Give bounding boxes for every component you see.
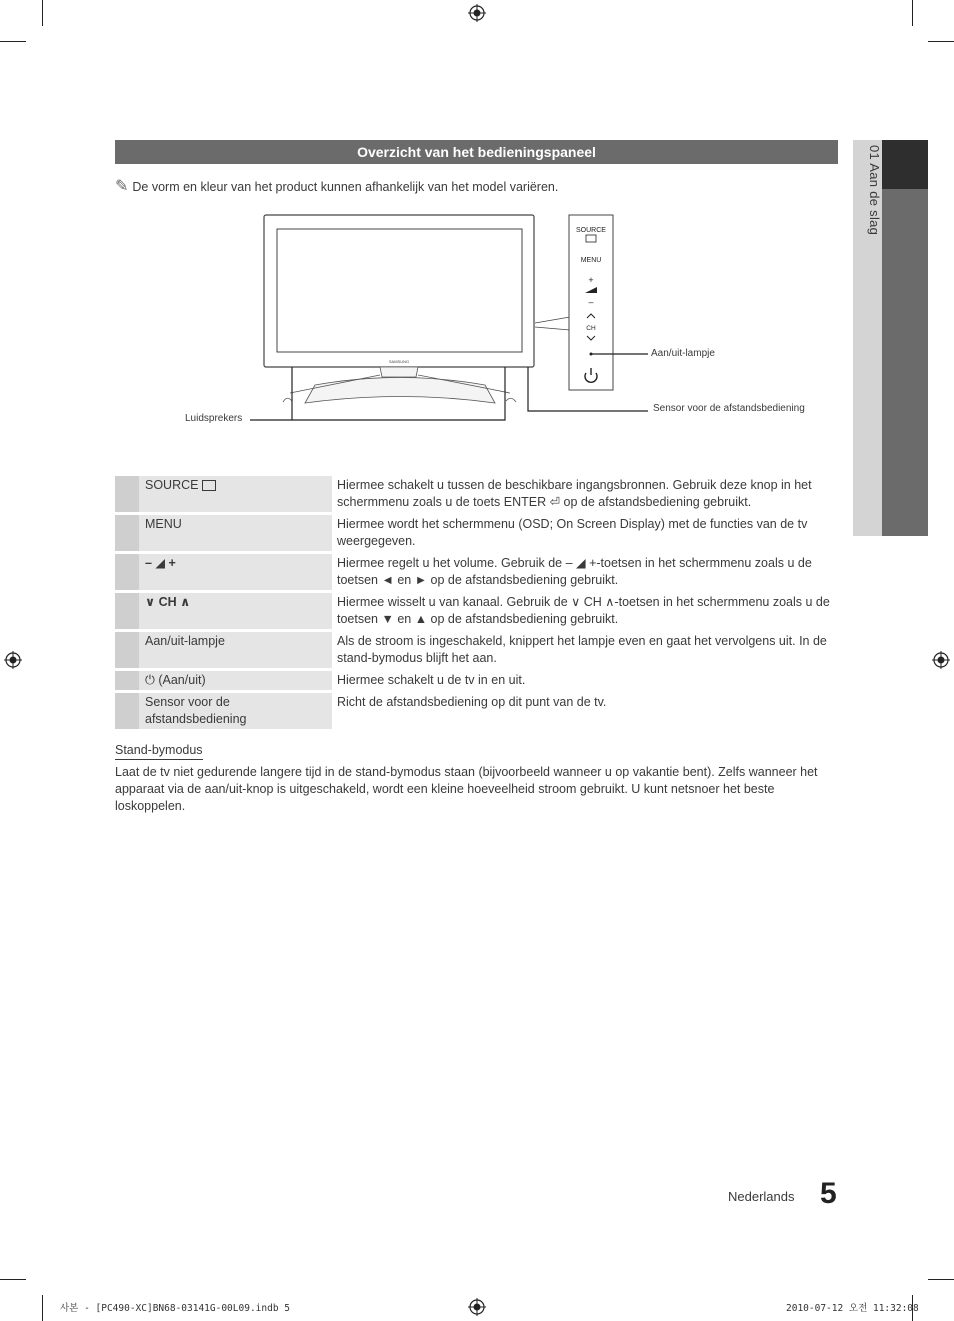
note-text: De vorm en kleur van het product kunnen afhankelijk van het model variëren. xyxy=(132,180,559,194)
table-row xyxy=(115,671,838,690)
row-desc: Richt de afstandsbediening op dit punt van de tv. xyxy=(337,695,607,709)
registration-mark-icon xyxy=(468,4,486,22)
standby-title: Stand-bymodus xyxy=(115,743,203,760)
row-label: – ◢ + xyxy=(139,554,332,590)
file-info: 사본 - [PC490-XC]BN68-03141G-00L09.indb 5 xyxy=(60,1303,290,1314)
tv-diagram xyxy=(180,205,830,430)
crop-mark xyxy=(42,1295,43,1321)
panel-source-text: SOURCE xyxy=(576,227,606,234)
row-label: SOURCE xyxy=(145,478,199,492)
tv-screen xyxy=(277,229,522,352)
panel-menu-text: MENU xyxy=(580,257,602,264)
crop-mark xyxy=(928,1279,954,1280)
note xyxy=(115,176,558,196)
timestamp: 2010-07-12 오전 11:32:08 xyxy=(786,1303,919,1314)
row-desc: Hiermee schakelt u tussen de beschikbare ingangsbronnen. Gebruik deze knop in het schermmenu zoals u de toets ENTER ⏎ op de afstandsbediening gebruikt. xyxy=(337,478,812,509)
row-label: ⏻ (Aan/uit) xyxy=(139,671,332,690)
source-icon xyxy=(202,480,216,491)
table-row xyxy=(115,515,838,551)
side-tab-marker xyxy=(882,140,928,189)
svg-text:+: + xyxy=(588,275,594,285)
crop-mark xyxy=(0,41,26,42)
tv-brand-text: SAMSUNG xyxy=(388,359,410,364)
table-row xyxy=(115,476,838,512)
pencil-note-icon: ✎ xyxy=(115,178,129,195)
registration-mark-icon xyxy=(932,651,950,669)
registration-mark-icon xyxy=(4,651,22,669)
row-desc: Hiermee wordt het schermmenu (OSD; On Screen Display) met de functies van de tv weergegeven. xyxy=(337,517,808,548)
callout-sensor: Sensor voor de afstandsbediening xyxy=(653,403,805,414)
crop-mark xyxy=(42,0,43,26)
standby-text: Laat de tv niet gedurende langere tijd in de stand-bymodus staan (bijvoorbeeld wanneer u op vakantie bent). Zelfs wanneer het apparaat via de aan/uit-knop is uitgeschakeld, wordt een kleine hoeveelheid stroom gebruikt. U kunt netsnoer het beste loskoppelen. xyxy=(115,765,818,813)
function-table xyxy=(115,476,838,732)
chapter-label: 01 Aan de slag xyxy=(867,145,882,236)
row-desc: Hiermee schakelt u de tv in en uit. xyxy=(337,673,526,687)
row-desc: Als de stroom is ingeschakeld, knippert het lampje even en gaat het vervolgens uit. In de stand-bymodus blijft het aan. xyxy=(337,634,827,665)
side-tab-dark xyxy=(882,140,928,536)
svg-text:–: – xyxy=(588,297,594,307)
crop-mark xyxy=(0,1279,26,1280)
table-row xyxy=(115,693,838,729)
table-row xyxy=(115,632,838,668)
callout-power-lamp: Aan/uit-lampje xyxy=(651,348,715,359)
page-number: 5 xyxy=(820,1177,837,1210)
row-desc: Hiermee wisselt u van kanaal. Gebruik de ∨ CH ∧-toetsen in het schermmenu zoals u de toetsen ▼ en ▲ op de afstandsbediening gebruikt. xyxy=(337,595,830,626)
row-label: ∨ CH ∧ xyxy=(139,593,332,629)
row-label: MENU xyxy=(139,515,332,551)
language-label: Nederlands xyxy=(728,1189,795,1204)
crop-mark xyxy=(912,0,913,26)
crop-mark xyxy=(928,41,954,42)
panel-ch-text: CH xyxy=(586,325,596,332)
section-title: Overzicht van het bedieningspaneel xyxy=(115,140,838,164)
table-row xyxy=(115,554,838,590)
row-label: Aan/uit-lampje xyxy=(139,632,332,668)
row-desc: Hiermee regelt u het volume. Gebruik de – ◢ +-toetsen in het schermmenu zoals u de toetsen ◄ en ► op de afstandsbediening gebruikt. xyxy=(337,556,812,587)
callout-speakers: Luidsprekers xyxy=(185,413,243,424)
row-label: Sensor voor de afstandsbediening xyxy=(139,693,332,729)
table-row xyxy=(115,593,838,629)
registration-mark-icon xyxy=(468,1298,486,1316)
